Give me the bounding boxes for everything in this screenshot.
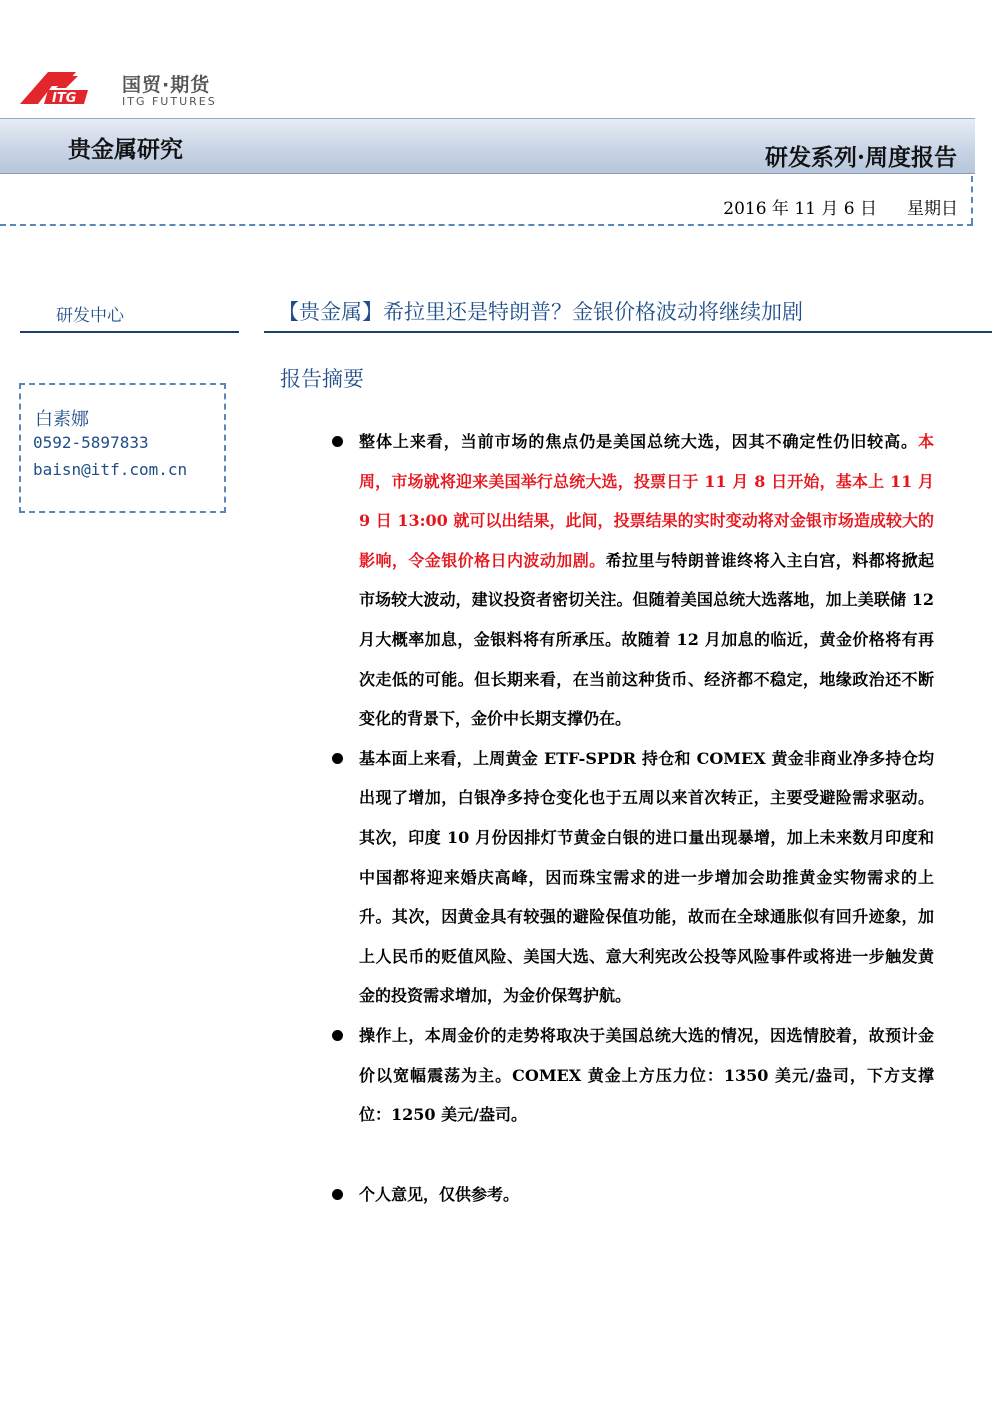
summary-item: [330, 1016, 934, 1135]
date-text: 2016 年 11 月 6 日: [723, 199, 877, 219]
department-label: 研发中心: [56, 306, 124, 326]
analyst-phone: 0592-5897833: [33, 433, 149, 452]
category-title: 贵金属研究: [68, 136, 183, 163]
summary-text: 希拉里与特朗普谁终将入主白宫，料都将掀起市场较大波动，建议投资者密切关注。但随着美国总统大选落地，加上美联储 12 月大概率加息，金银料将有所承压。故随着 12 月加息的临近，黄金价格将有再次走低的可能。但长期来看，在当前这种货币、经济都不稳定，地缘政治还不断变化的背景下，金价中长期支撑仍在。: [359, 550, 934, 729]
summary-item: [330, 422, 934, 739]
bullet-icon: [332, 1189, 343, 1200]
highlighted-text: 本周，市场就将迎来美国举行总统大选，投票日于 11 月 8 日开始，基本上 11 月 9 日 13:00 就可以出结果，此间，投票结果的实时变动将对金银市场造成较大的影响，令金银价格日内波动加剧。: [359, 432, 934, 570]
department-underline: [20, 331, 239, 333]
summary-list: [330, 422, 934, 1214]
disclaimer-text: 个人意见，仅供参考。: [359, 1184, 520, 1204]
analyst-contact-box: [19, 383, 226, 513]
header-divider-vertical: [971, 176, 973, 224]
summary-text: 操作上，本周金价的走势将取决于美国总统大选的情况，因选情胶着，故预计金价以宽幅震荡为主。COMEX 黄金上方压力位：1350 美元/盎司，下方支撑位：1250 美元/盎司。: [359, 1025, 934, 1125]
bullet-icon: [332, 753, 343, 764]
svg-text:ITG: ITG: [52, 91, 77, 106]
bullet-icon: [332, 436, 343, 447]
summary-heading: 报告摘要: [280, 367, 364, 391]
summary-text: 整体上来看，当前市场的焦点仍是美国总统大选，因其不确定性仍旧较高。: [359, 432, 918, 451]
report-date: [723, 194, 958, 219]
header-banner: [0, 118, 975, 174]
logo-english-name: ITG FUTURES: [122, 95, 217, 108]
bullet-icon: [332, 1030, 343, 1041]
header-divider: [0, 224, 973, 226]
itg-logo-icon: [18, 68, 114, 110]
analyst-email[interactable]: baisn@itf.com.cn: [33, 460, 188, 479]
summary-text: 基本面上来看，上周黄金 ETF-SPDR 持仓和 COMEX 黄金非商业净多持仓均出现了增加，白银净多持仓变化也于五周以来首次转正，主要受避险需求驱动。其次，印度 10 月份因排灯节黄金白银的进口量出现暴增，加上未来数月印度和中国都将迎来婚庆高峰，因而珠宝需求的进一步增加会助推黄金实物需求的上升。其次，因黄金具有较强的避险保值功能，故而在全球通胀似有回升迹象，加上人民币的贬值风险、美国大选、意大利宪改公投等风险事件或将进一步触发黄金的投资需求增加，为金价保驾护航。: [359, 748, 934, 1006]
logo-chinese-name: 国贸·期货: [122, 74, 211, 96]
report-title: 【贵金属】希拉里还是特朗普？金银价格波动将继续加剧: [278, 300, 803, 324]
analyst-name: 白素娜: [35, 409, 89, 430]
company-logo: [18, 68, 218, 114]
title-underline: [264, 331, 992, 333]
weekday-text: 星期日: [907, 199, 958, 219]
summary-item: [330, 739, 934, 1016]
series-title: 研发系列·周度报告: [764, 144, 957, 171]
summary-item: [330, 1175, 934, 1215]
